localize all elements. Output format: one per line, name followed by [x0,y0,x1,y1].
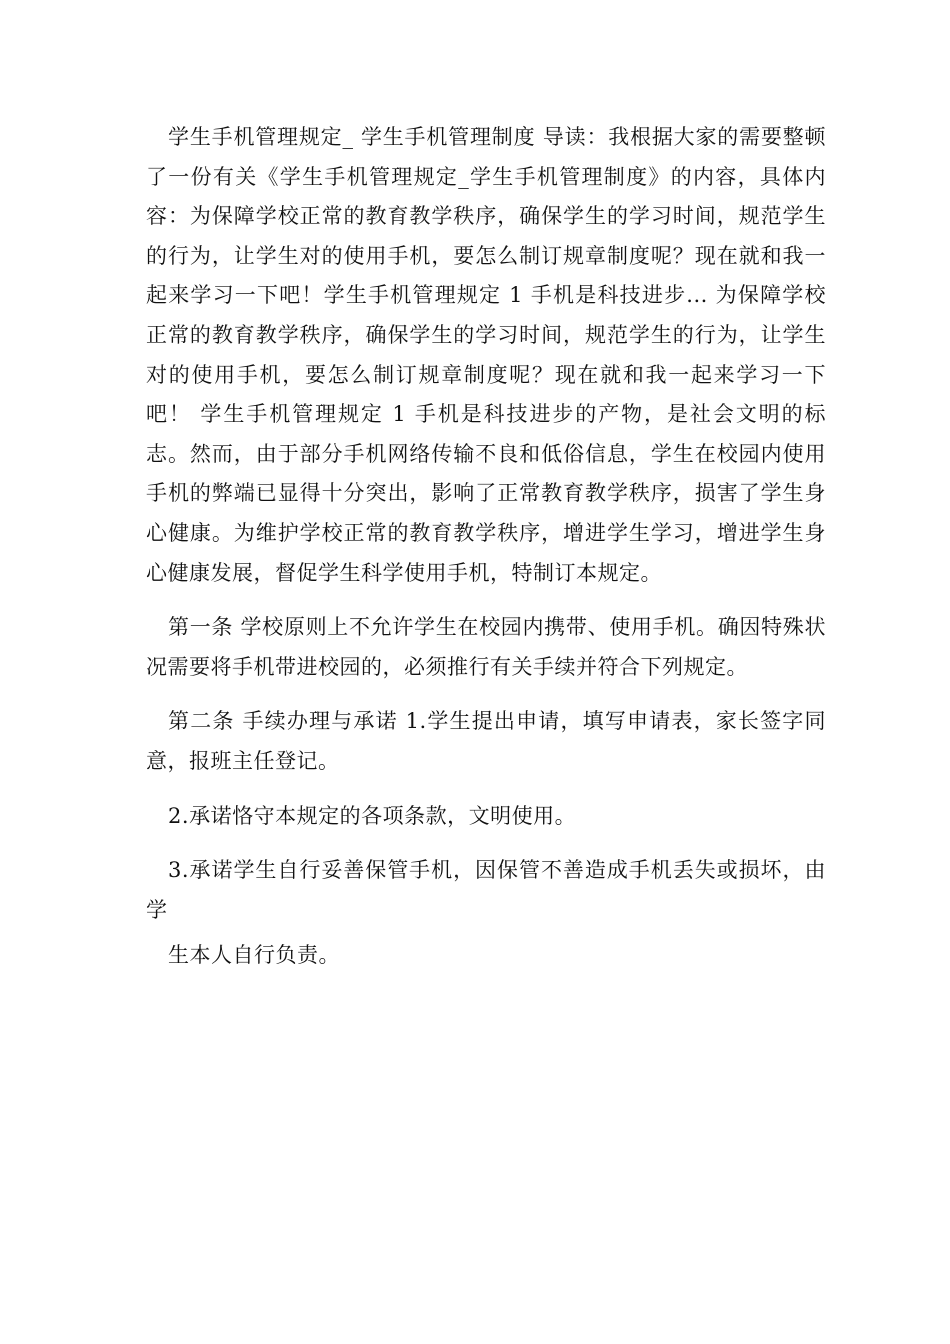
paragraph-item-3: 3.承诺学生自行妥善保管手机，因保管不善造成手机丢失或损坏，由学 [146,858,826,922]
paragraph-article-2: 第二条 手续办理与承诺 1.学生提出申请，填写申请表，家长签字同意，报班主任登记。 [146,709,826,773]
paragraph-item-2: 2.承诺恪守本规定的各项条款，文明使用。 [168,803,577,828]
paragraph-item-3-continued: 生本人自行负责。 [168,943,341,968]
paragraph-intro: 学生手机管理规定_ 学生手机管理制度 导读：我根据大家的需要整顿了一份有关《学生手机管理规定_学生手机管理制度》的内容，具体内容：为保障学校正常的教育教学秩序，确保学生的学习时间，规范学生的行为，让学生对的使用手机，要怎么制订规章制度呢？现在就和我一起来学习一下吧！学生手机管理规定 1 手机是科技进步... 为保障学校正常的教育教学秩序，确保学生的学习时间，规范学生的行为，让学生对的使用手机，要怎么制订规章制度呢？现在就和我一起来学习一下吧！ 学生手机管理规定 1 手机是科技进步的产物，是社会文明的标志。然而，由于部分手机网络传输不良和低俗信息，学生在校园内使用手机的弊端已显得十分突出，影响了正常教育教学秩序，损害了学生身心健康。为维护学校正常的教育教学秩序，增进学生学习，增进学生身心健康发展，督促学生科学使用手机，特制订本规定。 [146,125,826,585]
paragraph-article-1: 第一条 学校原则上不允许学生在校园内携带、使用手机。确因特殊状况需要将手机带进校园的，必须推行有关手续并符合下列规定。 [146,615,826,679]
document-body [146,118,826,991]
